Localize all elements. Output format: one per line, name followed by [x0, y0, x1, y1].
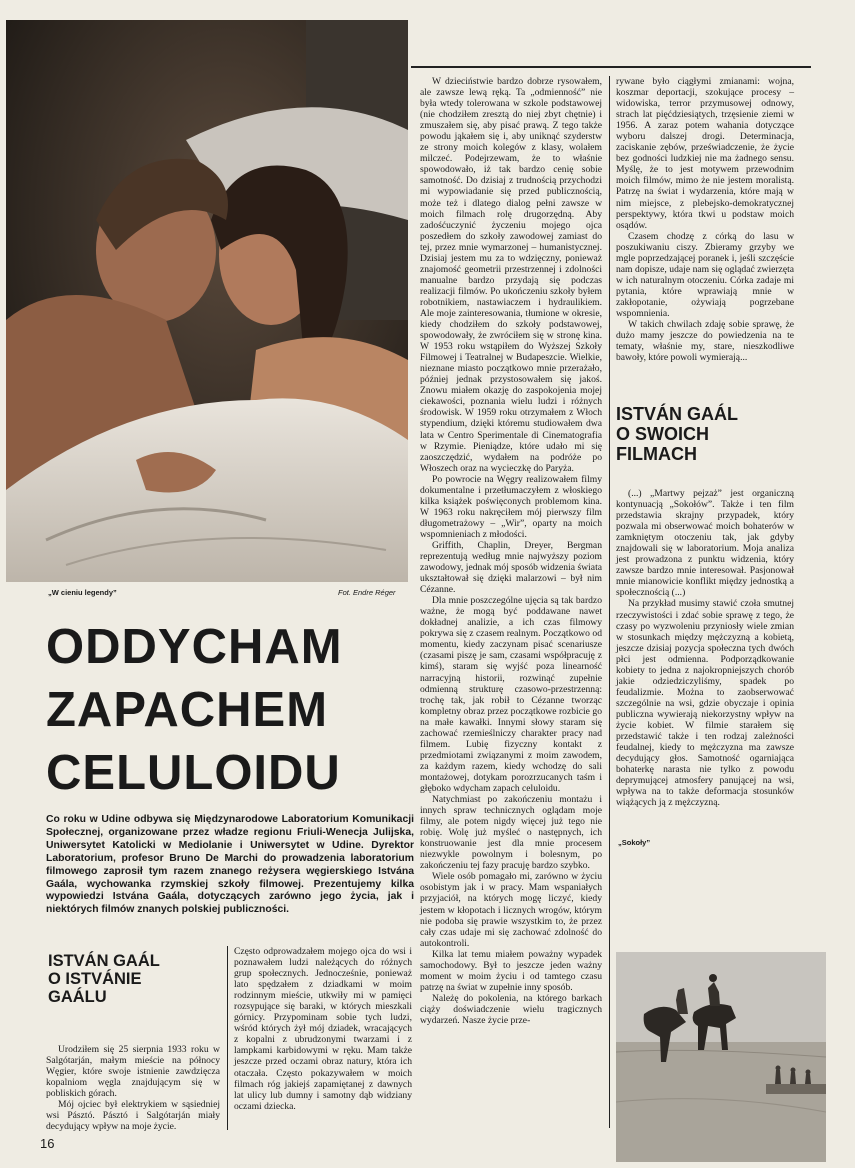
- headline: [46, 616, 416, 805]
- section-title-1-line-3: GAÁLU: [48, 988, 107, 1006]
- caption-text: „Sokoły”: [618, 838, 651, 847]
- article-column-1: [46, 1044, 220, 1132]
- paragraph: Wiele osób pomagało mi, zarówno w życiu osobistym jak i w pracy. Mam wspaniałych przyjaciół, na których mogę liczyć, kiedy jestem w kłopotach i licznych wrogów, którym nie podoba się prawie wszystkim to, że przez cały czas udaje mi się zachować zdolność do autokontroli.: [420, 871, 602, 949]
- section-title-2-line-1: ISTVÁN GAÁL: [616, 404, 739, 424]
- paragraph: Dla mnie poszczególne ujęcia są tak bardzo ważne, że mogą być poddawane nawet dokładnej analizie, a ich czas filmowy pokrywa się z czasem realnym. Początkowo od momentu, kiedy zaczynam pisać scenariusze (czasami piszę je sam, czasami współpracuję z kimś), staram się wyjść poza linearność narracyjną historii, rozwinąć zupełnie odmienną strukturę czasowo-przestrzenną: trochę tak, jak robił to Cézanne tworząc kompletny obraz przez początkowe rozbicie go na małe kawałki. Innymi słowy staram się zachować rzemieślniczy charakter pracy nad filmem. Lubię fizyczny kontakt z przedmiotami związanymi z moim zawodem, za każdym razem, kiedy wchodzę do sali montażowej, dotykam porozrzucanych taśm i głęboko wdycham zapach celuloidu.: [420, 595, 602, 794]
- section-title-1-line-2: O ISTVÁNIE: [48, 970, 142, 988]
- caption-text: „W cieniu legendy”: [48, 588, 117, 597]
- lead-paragraph: Co roku w Udine odbywa się Międzynarodowe Laboratorium Komunikacji Społecznej, organizowane przez władze regionu Friuli-Wenecja Julijska, Uniwersytet Katolicki w Mediolanie i Uniwersytet w Udine. Dyrektor Laboratorium, profesor Bruno De Marchi do prowadzenia laboratorium filmowego zaprosił tym razem znanego reżysera węgierskiego Istvána Gaála, wychowanka rzymskiej szkoły filmowej. Prezentujemy kilka wypowiedzi Istvána Gaála, dotyczących zarówno jego życia, jak i niektórych filmów znanych polskiej publiczności.: [46, 814, 414, 916]
- article-column-5: [616, 488, 794, 808]
- couple-in-bed-image: [6, 20, 408, 582]
- paragraph: Na przykład musimy stawić czoła smutnej rzeczywistości i zdać sobie sprawę z tego, że czasy po wyzwoleniu przyniosły wiele zmian w stosunkach między mężczyzną a kobietą, jeszcze dzisiaj pozycja społeczna tych dwóch płci jest odmienna. Podporządkowanie kobiety to jedna z najokropniejszych chorób jakie odziedziczyliśmy, spadek po feudalizmie. Można to zaobserwować szczególnie na wsi, gdzie obyczaje i opinia publiczna wywierają niekorzystny wpływ na życie kobiet. W filmie starałem się przedstawić także i ten rodzaj zależności feudalnej, kiedy to mężczyzna ma zawsze decydujący głos. Samotność ogarniająca bohaterkę narasta nie tylko z powodu deprymującej atmosfery panującej na wsi, wpływa na to także deformacja stosunków wiążących ją z mężczyzną.: [616, 598, 794, 809]
- paragraph: Kilka lat temu miałem poważny wypadek samochodowy. Był to jeszcze jeden ważny moment w moim życiu i od tamtego czasu patrzę na świat w zupełnie inny sposób.: [420, 948, 602, 993]
- paragraph: Należę do pokolenia, na którego barkach ciąży doświadczenie wielu tragicznych wydarzeń. Nasze życie prze-: [420, 992, 602, 1026]
- headline-line-3: CELULOIDU: [46, 746, 341, 800]
- headline-line-2: ZAPACHEM: [46, 683, 329, 737]
- paragraph: Po powrocie na Węgry realizowałem filmy dokumentalne i przetłumaczyłem z włoskiego kilka książek poświęconych problemom kina. W 1963 roku nakręciłem mój pierwszy film długometrażowy – „Wir”, oparty na moich wspomnieniach z młodości.: [420, 473, 602, 540]
- section-title-2: [616, 404, 796, 464]
- section-title-2-line-2: O SWOICH: [616, 424, 709, 444]
- article-column-4: [616, 76, 794, 363]
- column-divider: [609, 76, 610, 1128]
- photo-credit: Fot. Endre Réger: [338, 588, 396, 597]
- page-number: 16: [40, 1136, 55, 1151]
- second-photo-caption: [618, 838, 650, 847]
- main-photo-caption: [48, 588, 117, 597]
- paragraph: rywane było ciągłymi zmianami: wojna, koszmar deportacji, szokujące procesy – widowiska, terror przymusowej odnowy, strach lat pięćdziesiątych, trzęsienie ziemi w 1956. A zaraz potem wahania dotyczące wyboru dalszej drogi. Determinacja, zaciskanie zębów, przeświadczenie, że życie bez godności ludzkiej nie ma żadnego sensu. Myślę, że to jest motywem przewodnim moich filmów, mimo że nie jestem moralistą. Patrzę na świat i wydarzenia, które mają w nim miejsce, z plebejsko-demokratycznej perspektywy, która tkwi u podstaw moich osądów.: [616, 76, 794, 231]
- paragraph: W dzieciństwie bardzo dobrze rysowałem, ale zawsze lewą ręką. Ta „odmienność” nie była wtedy tolerowana w szkole podstawowej (nie chodziłem zresztą do niej zbyt chętnie) i zmuszałem się, aby pisać prawą. Z tego także powodu jąkałem się i, aby uniknąć szyderstw ze strony moich kolegów z klasy, wolałem milczeć. Podejrzewam, że to właśnie spowodowało, iż tak bardzo cenię sobie samotność. Do dzisiaj z trudnością przychodzi mi wypowiadanie się przed publicznością, może też i dlatego dialog pełni zawsze w moich filmach rolę drugorzędną. Aby zadośćuczynić życzeniu mojego ojca poszedłem do szkoły zawodowej zamiast do tej, przez mnie wymarzonej – humanistycznej. Dzisiaj jestem mu za to wdzięczny, ponieważ znajomość geometrii przestrzennej i zdolności manualne bardzo przydają się podczas realizacji filmów. Po ukończeniu szkoły byłem robotnikiem, nastawiaczem i hydraulikiem. Ale moje zainteresowania, tłumione w okresie, kiedy chodziłem do szkoły podstawowej, spowodowały, że zwróciłem się w stronę kina. W 1953 roku wstąpiłem do Wyższej Szkoły Filmowej i Teatralnej w Budapeszcie. Wielkie, nieznane miasto początkowo mnie przerażało, później jednak przystosowałem się jakoś. Znowu miałem okazję do zaspokojenia mojej ciekawości, poznania wielu ludzi i różnych środowisk. W 1959 roku otrzymałem z Włoch stypendium, dzięki któremu studiowałem dwa lata w Centro Sperimentale di Cinematografia w Rzymie. Pieniądze, które udało mi się zaoszczędzić, wydałem na podróże po Włoszech oraz na wycieczkę do Paryża.: [420, 76, 602, 474]
- headline-line-1: ODDYCHAM: [46, 620, 343, 674]
- paragraph: Griffith, Chaplin, Dreyer, Bergman reprezentują według mnie najwyższy poziom zawodowy, jednak mój sposób widzenia świata ukształtował się dzięki malarzowi – był nim Cézanne.: [420, 539, 602, 596]
- riders-on-plain-image: [616, 952, 826, 1162]
- top-rule: [411, 66, 811, 68]
- second-photo: [616, 952, 826, 1162]
- paragraph: W takich chwilach zdaję sobie sprawę, że dużo mamy jeszcze do powiedzenia na te tematy, właśnie my, stare, nieszkodliwe bawoły, które powoli wymierają...: [616, 319, 794, 364]
- paragraph: (...) „Martwy pejzaż” jest organiczną kontynuacją „Sokołów”. Także i ten film przedstawia skrajny przypadek, który pozwala mi obserwować moich bohaterów w zamkniętym otoczeniu tak, jak gdyby znajdowali się w laboratorium. Moja analiza jest prowadzona z punktu widzenia, który zawsze bardzo mnie interesował. Pasjonował mnie mianowicie konflikt między jednostką a społecznością (...): [616, 488, 794, 599]
- paragraph: Mój ojciec był elektrykiem w sąsiedniej wsi Pásztó. Pásztó i Salgótarján miały decydujący wpływ na moje życie.: [46, 1099, 220, 1133]
- article-column-3: [420, 76, 602, 1026]
- section-title-1: [48, 952, 218, 1006]
- paragraph: Urodziłem się 25 sierpnia 1933 roku w Salgótarján, małym mieście na północy Węgier, które swoje istnienie zawdzięcza kopalniom węgla znajdującym się w pobliskich górach.: [46, 1044, 220, 1100]
- paragraph: Czasem chodzę z córką do lasu w poszukiwaniu ciszy. Zbieramy grzyby we mgle poprzedzającej poranek i, jeśli szczęście nam dopisze, udaje nam się oglądać zwierzęta w ich naturalnym otoczeniu. Córka zadaje mi pytania, które wprawiają mnie w zakłopotanie, ożywiają pogrzebane wspomnienia.: [616, 230, 794, 319]
- paragraph: Natychmiast po zakończeniu montażu i innych spraw technicznych oglądam moje filmy, ale potem nigdy więcej już tego nie robię. Wolę już myśleć o następnych, ich konstruowanie jest dla mnie procesem niezwykle powolnym i bolesnym, po zakończeniu tej fazy pracuję bardzo szybko.: [420, 794, 602, 872]
- paragraph: Często odprowadzałem mojego ojca do wsi i poznawałem ludzi należących do różnych grup społecznych. Jednocześnie, ponieważ lato spędzałem z dziadkami w moim rodzinnym mieście, utkwiły mi w pamięci rozsypujące się baraki, w których mieszkali górnicy. Przypominam sobie tych ludzi, wśród których żył mój dziadek, wracających z kopalni z ubrudzonymi twarzami i z lampkami karbidowymi w ręku. Mam także jeszcze przed oczami obraz natury, która ich otaczała. Często pokazywałem w moich filmach róg jakiejś zapamiętanej z dawnych lat ulicy lub dumny i samotny dąb widziany oczami dziecka.: [234, 946, 412, 1112]
- main-photo: [6, 20, 408, 582]
- column-divider: [227, 946, 228, 1130]
- section-title-2-line-3: FILMACH: [616, 444, 697, 464]
- section-title-1-line-1: ISTVÁN GAÁL: [48, 952, 160, 970]
- article-column-2: [234, 946, 412, 1112]
